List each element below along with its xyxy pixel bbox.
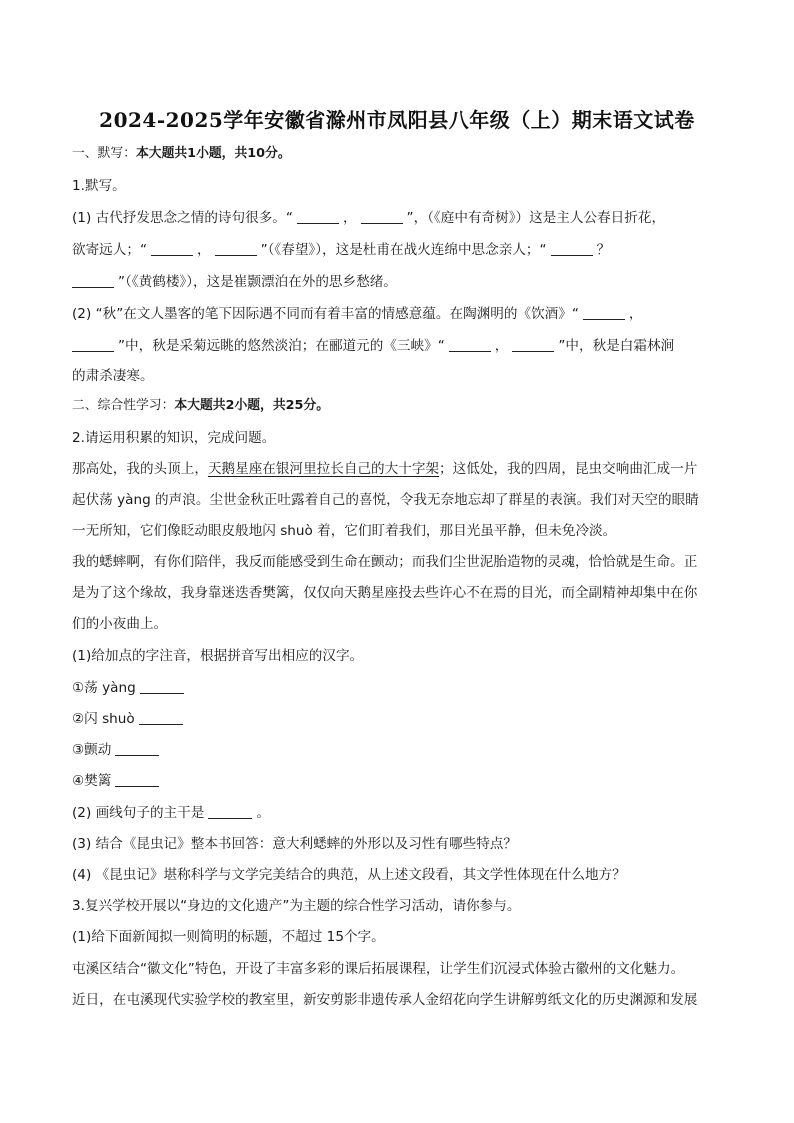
underlined-sentence: 天鹅星座在银河里拉长自己的大十字架 (207, 461, 440, 477)
q2-item-2: ②闪 shuò (72, 709, 187, 729)
q1-part2-line1: (2) “秋”在文人墨客的笔下因际遇不同而有着丰富的情感意蕴。在陶渊明的《饮酒》“ ， (72, 306, 643, 322)
passage-line: 那高处，我的头顶上，天鹅星座在银河里拉长自己的大十字架；这低处，我的四周，昆虫交响曲汇成一片 (72, 461, 698, 477)
answer-blank[interactable] (215, 240, 257, 256)
section-1-info: 本大题共1小题，共10分。 (135, 146, 291, 161)
q1-part1-line3: ”（《黄鹤楼》），这是崔颢漂泊在外的思乡愁绪。 (68, 272, 397, 292)
q2-sub4: (4) 《昆虫记》堪称科学与文学完美结合的典范，从上述文段看，其文学性体现在什么地方？ (72, 867, 626, 883)
q3-sub1: (1)给下面新闻拟一则简明的标题，不超过 15个字。 (72, 929, 385, 945)
q1-heading: 1.默写。 (72, 178, 126, 194)
answer-blank[interactable] (139, 709, 183, 725)
section-2-heading (72, 396, 329, 416)
answer-blank[interactable] (361, 208, 403, 224)
q3-heading: 3.复兴学校开展以“身边的文化遗产”为主题的综合性学习活动，请你参与。 (72, 898, 521, 914)
q2-sub3: (3) 结合《昆虫记》整本书回答：意大利蟋蟀的外形以及习性有哪些特点？ (72, 836, 517, 852)
news-line: 近日，在屯溪现代实验学校的教室里，新安剪影非遗传承人金绍花向学生讲解剪纸文化的历史渊源和发展 (72, 992, 698, 1008)
q2-sub2: (2) 画线句子的主干是 。 (72, 805, 270, 821)
section-1-heading (72, 144, 291, 164)
answer-blank[interactable] (115, 771, 159, 787)
answer-blank[interactable] (72, 272, 114, 288)
q1-part2-line3: 的肃杀凄寒。 (72, 368, 154, 384)
passage-line: 是为了这个缘故，我身靠迷迭香樊篱，仅仅向天鹅星座投去些许心不在焉的目光，而全副精神却集中在你 (72, 585, 698, 601)
answer-blank[interactable] (72, 336, 114, 352)
passage-line: 一无所知，它们像眨动眼皮般地闪 shuò 着，它们盯着我们，那目光虽平静，但未免冷淡。 (72, 523, 617, 539)
q2-heading: 2.请运用积累的知识，完成问题。 (72, 430, 276, 446)
news-line: 屯溪区结合“徽文化”特色，开设了丰富多彩的课后拓展课程，让学生们沉浸式体验古徽州的文化魅力。 (72, 961, 685, 977)
answer-blank[interactable] (115, 740, 159, 756)
answer-blank[interactable] (208, 803, 252, 819)
q1-part1-line1: (1) 古代抒发思念之情的诗句很多。“ ， ”，（《庭中有奇树》）这是主人公春日折花， (72, 210, 666, 226)
exam-title: 2024-2025学年安徽省滁州市凤阳县八年级（上）期末语文试卷 (99, 108, 695, 132)
answer-blank[interactable] (151, 240, 193, 256)
answer-blank[interactable] (449, 336, 491, 352)
q2-item-4: ④樊篱 (72, 771, 163, 791)
answer-blank[interactable] (583, 304, 625, 320)
passage-line: 我的蟋蟀啊，有你们陪伴，我反而能感受到生命在颤动；而我们尘世泥胎造物的灵魂，恰恰就是生命。正 (72, 554, 698, 570)
passage-line: 起伏荡 yàng 的声浪。尘世金秋正吐露着自己的喜悦，令我无奈地忘却了群星的表演。我们对天空的眼睛 (72, 492, 699, 508)
section-1-label: 一、默写： (72, 146, 136, 161)
q1-part2-line2: ”中，秋是采菊远眺的悠然淡泊；在郦道元的《三峡》“ ， ”中，秋是白霜林涧 (68, 336, 674, 356)
section-2-label: 二、综合性学习： (72, 398, 175, 413)
answer-blank[interactable] (297, 208, 339, 224)
q2-item-1: ①荡 yàng (72, 678, 188, 698)
q2-item-3: ③颤动 (72, 740, 163, 760)
q1-part1-line2: 欲寄远人；“ ， ”（《春望》），这是杜甫在战火连绵中思念亲人；“ ？ (72, 242, 611, 258)
passage-line: 们的小夜曲上。 (72, 616, 168, 632)
section-2-info: 本大题共2小题，共25分。 (174, 398, 330, 413)
q2-sub1: (1)给加点的字注音，根据拼音写出相应的汉字。 (72, 648, 364, 664)
answer-blank[interactable] (140, 678, 184, 694)
answer-blank[interactable] (551, 240, 593, 256)
answer-blank[interactable] (512, 336, 554, 352)
